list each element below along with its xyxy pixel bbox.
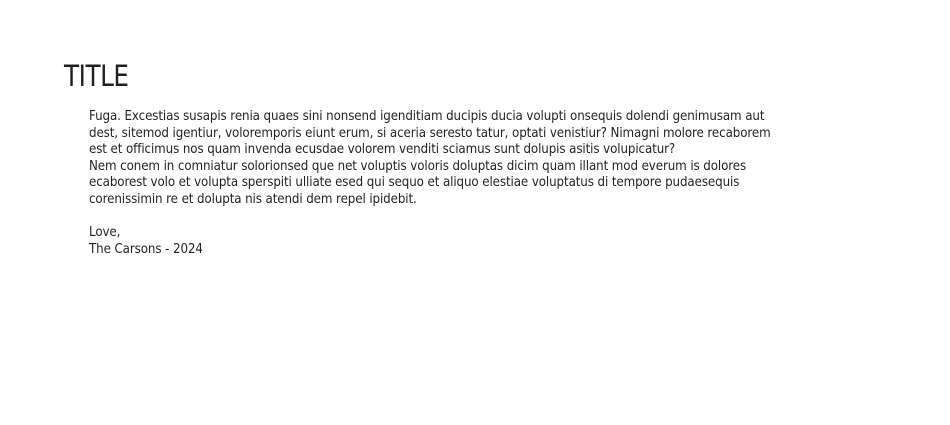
body-line: Nem conem in comniatur solorionsed que net voluptis voloris doluptas dicim quam illant mod everum is dolores — [89, 157, 747, 174]
page-title: TITLE — [64, 59, 129, 93]
body-line: dest, sitemod igentiur, voloremporis eiunt erum, si aceria seresto tatur, optati venistiur? Nimagni molore recaborem — [89, 124, 771, 141]
signature-line: The Carsons - 2024 — [89, 240, 203, 257]
body-line: corenissimin re et dolupta nis atendi dem repel ipidebit. — [89, 190, 417, 207]
closing-line: Love, — [89, 224, 121, 241]
body-line: est et officimus nos quam invenda ecusdae volorem venditi sciamus sunt dolupis asitis volupicatur? — [89, 141, 676, 158]
body-line: Fuga. Excestias susapis renia quaes sini nonsend igenditiam ducipis ducia volupti onsequis dolendi genimusam aut — [89, 108, 765, 124]
body-line: ecaborest volo et volupta sperspiti ulliate esed qui sequo et aliquo elestiae voluptatus di tempore pudaesequis — [89, 174, 740, 191]
letter-body — [89, 108, 869, 257]
paragraph-gap — [89, 208, 869, 225]
